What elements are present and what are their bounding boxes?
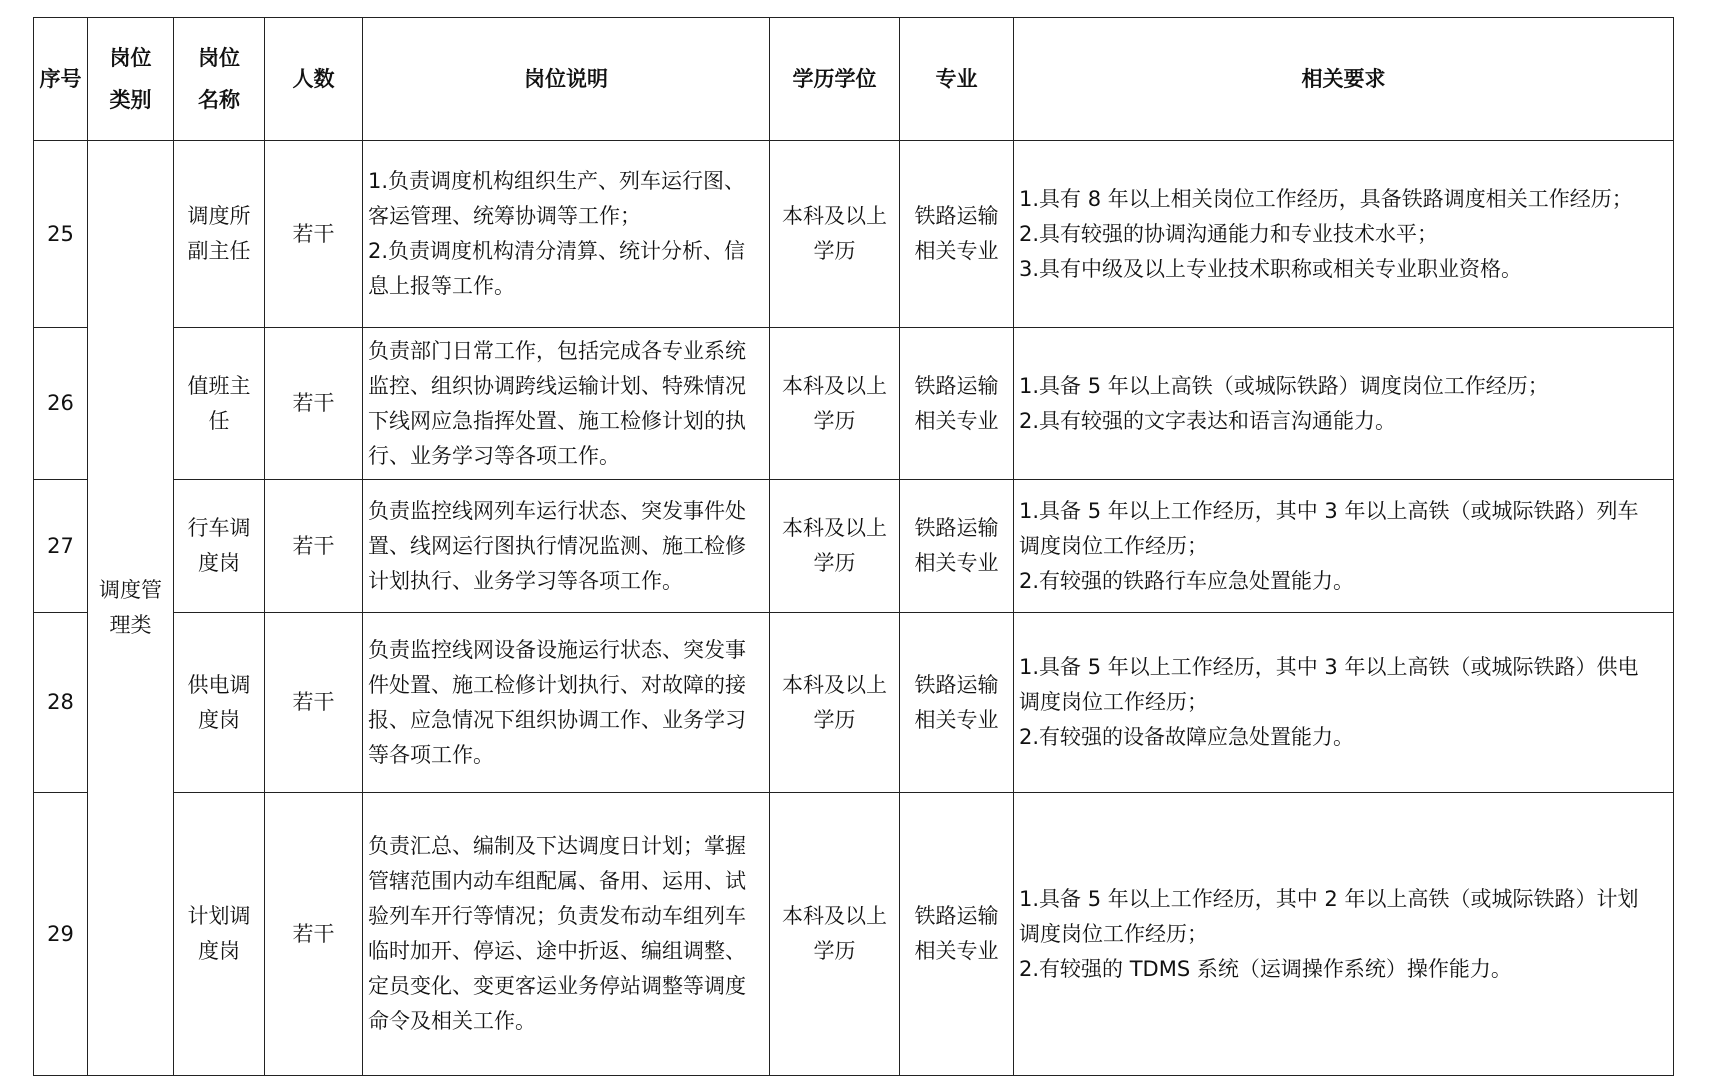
position-name: 行车调 度岗 xyxy=(174,480,265,613)
row-number: 29 xyxy=(34,793,88,1076)
position-description: 1.负责调度机构组织生产、列车运行图、 客运管理、统筹协调等工作； 2.负责调度机构清分清算、统计分析、信 息上报等工作。 xyxy=(363,141,770,328)
header-position-name: 岗位 名称 xyxy=(174,18,265,141)
education: 本科及以上 学历 xyxy=(770,793,900,1076)
requirements: 1.具有 8 年以上相关岗位工作经历，具备铁路调度相关工作经历； 2.具有较强的协调沟通能力和专业技术水平； 3.具有中级及以上专业技术职称或相关专业职业资格。 xyxy=(1014,141,1674,328)
requirements: 1.具备 5 年以上高铁（或城际铁路）调度岗位工作经历； 2.具有较强的文字表达和语言沟通能力。 xyxy=(1014,328,1674,480)
row-number: 25 xyxy=(34,141,88,328)
header-description: 岗位说明 xyxy=(363,18,770,141)
requirements: 1.具备 5 年以上工作经历，其中 3 年以上高铁（或城际铁路）列车 调度岗位工作经历； 2.有较强的铁路行车应急处置能力。 xyxy=(1014,480,1674,613)
headcount: 若干 xyxy=(265,480,363,613)
major: 铁路运输 相关专业 xyxy=(900,793,1014,1076)
row-number: 28 xyxy=(34,613,88,793)
education: 本科及以上 学历 xyxy=(770,480,900,613)
position-description: 负责汇总、编制及下达调度日计划；掌握 管辖范围内动车组配属、备用、运用、试 验列车开行等情况；负责发布动车组列车 临时加开、停运、途中折返、编组调整、 定员变化、变更客运业务停站调整等调度 命令及相关工作。 xyxy=(363,793,770,1076)
position-name: 值班主 任 xyxy=(174,328,265,480)
table-row xyxy=(34,480,1674,613)
row-number: 27 xyxy=(34,480,88,613)
header-row xyxy=(34,18,1674,141)
major: 铁路运输 相关专业 xyxy=(900,141,1014,328)
header-no: 序号 xyxy=(34,18,88,141)
category-cell: 调度管 理类 xyxy=(88,141,174,1076)
requirements: 1.具备 5 年以上工作经历，其中 2 年以上高铁（或城际铁路）计划 调度岗位工作经历； 2.有较强的 TDMS 系统（运调操作系统）操作能力。 xyxy=(1014,793,1674,1076)
headcount: 若干 xyxy=(265,328,363,480)
position-description: 负责部门日常工作，包括完成各专业系统 监控、组织协调跨线运输计划、特殊情况 下线网应急指挥处置、施工检修计划的执 行、业务学习等各项工作。 xyxy=(363,328,770,480)
position-name: 供电调 度岗 xyxy=(174,613,265,793)
headcount: 若干 xyxy=(265,793,363,1076)
major: 铁路运输 相关专业 xyxy=(900,328,1014,480)
education: 本科及以上 学历 xyxy=(770,613,900,793)
header-category: 岗位 类别 xyxy=(88,18,174,141)
table-row xyxy=(34,141,1674,328)
requirements: 1.具备 5 年以上工作经历，其中 3 年以上高铁（或城际铁路）供电 调度岗位工作经历； 2.有较强的设备故障应急处置能力。 xyxy=(1014,613,1674,793)
position-description: 负责监控线网设备设施运行状态、突发事 件处置、施工检修计划执行、对故障的接 报、应急情况下组织协调工作、业务学习 等各项工作。 xyxy=(363,613,770,793)
major: 铁路运输 相关专业 xyxy=(900,480,1014,613)
table-row xyxy=(34,613,1674,793)
header-count: 人数 xyxy=(265,18,363,141)
table-row xyxy=(34,793,1674,1076)
major: 铁路运输 相关专业 xyxy=(900,613,1014,793)
table-row xyxy=(34,328,1674,480)
job-positions-table xyxy=(33,17,1674,1076)
header-major: 专业 xyxy=(900,18,1014,141)
position-name: 调度所 副主任 xyxy=(174,141,265,328)
position-name: 计划调 度岗 xyxy=(174,793,265,1076)
education: 本科及以上 学历 xyxy=(770,141,900,328)
row-number: 26 xyxy=(34,328,88,480)
headcount: 若干 xyxy=(265,613,363,793)
education: 本科及以上 学历 xyxy=(770,328,900,480)
header-requirements: 相关要求 xyxy=(1014,18,1674,141)
job-table-container xyxy=(33,17,1674,1076)
headcount: 若干 xyxy=(265,141,363,328)
position-description: 负责监控线网列车运行状态、突发事件处 置、线网运行图执行情况监测、施工检修 计划执行、业务学习等各项工作。 xyxy=(363,480,770,613)
header-education: 学历学位 xyxy=(770,18,900,141)
